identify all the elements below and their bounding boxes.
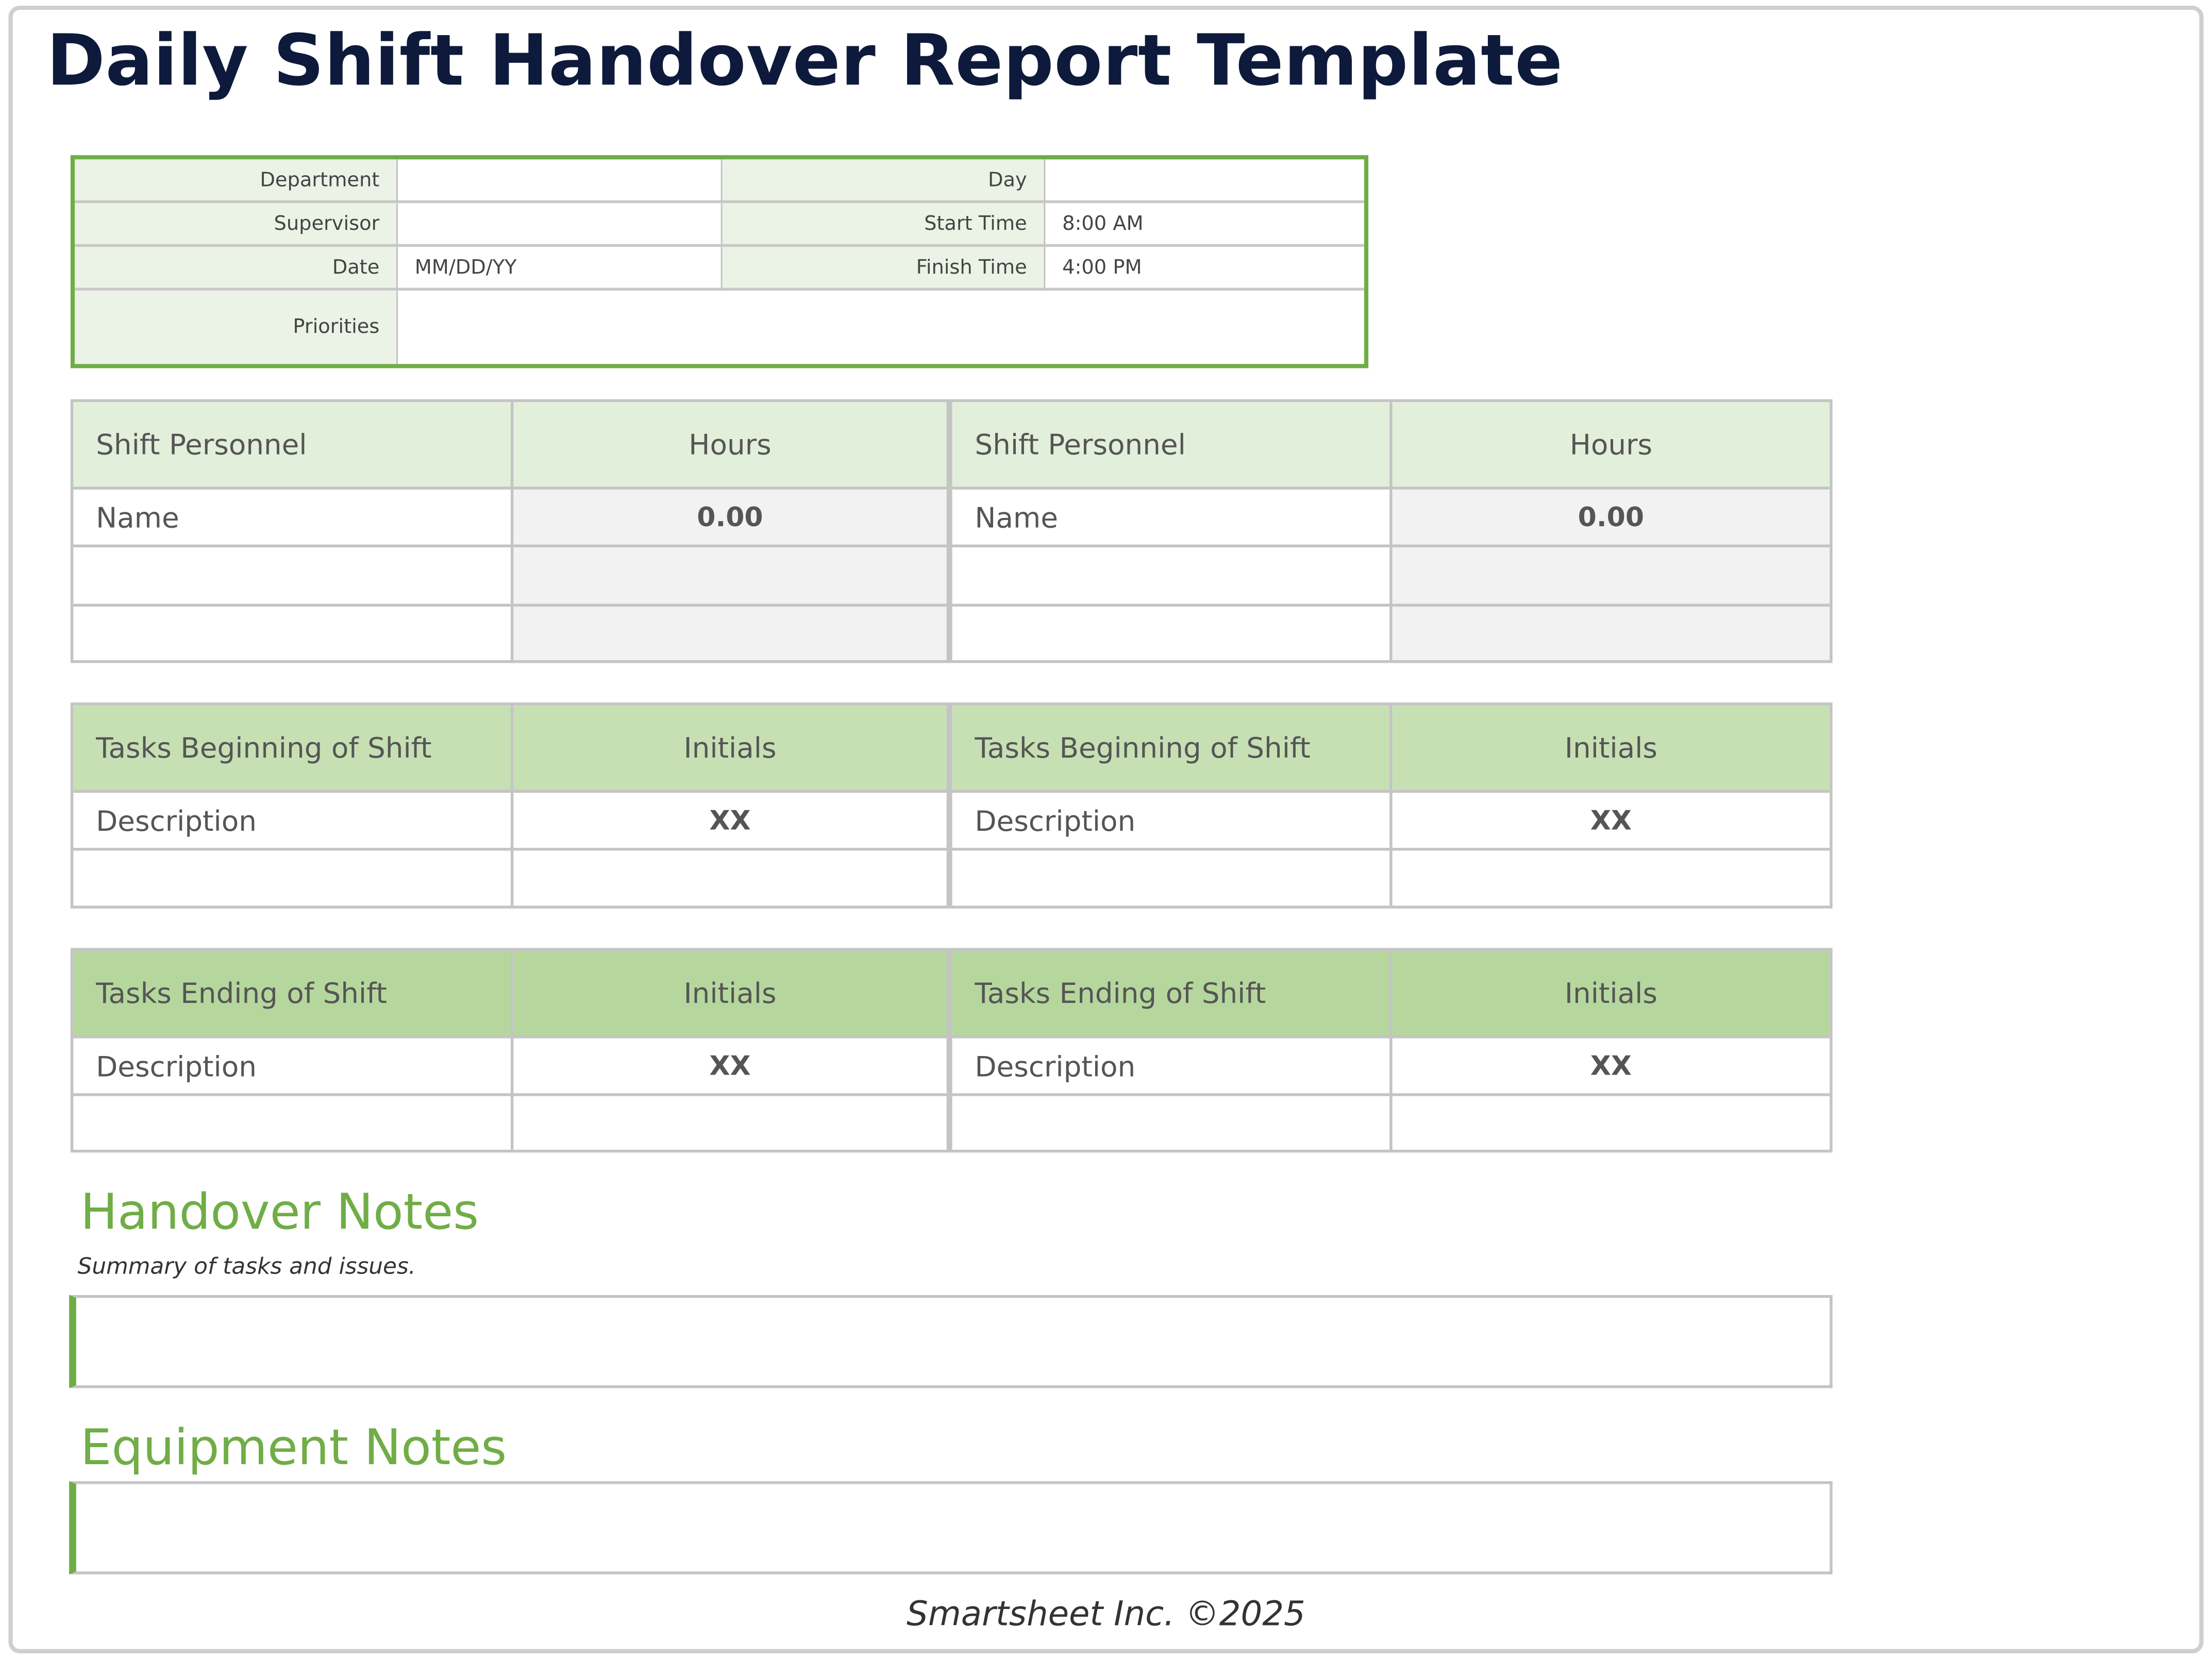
personnel-table [71, 399, 1833, 663]
finish-time-label: Finish Time [722, 247, 1045, 291]
day-field[interactable] [1045, 159, 1364, 203]
initials-header: Initials [1393, 706, 1830, 793]
personnel-name-cell[interactable]: Name [952, 490, 1393, 547]
task-description-cell[interactable] [73, 851, 513, 906]
task-description-cell[interactable]: Description [73, 1038, 513, 1096]
equipment-notes-heading: Equipment Notes [80, 1420, 507, 1477]
start-time-label: Start Time [722, 203, 1045, 247]
initials-cell[interactable]: XX [1393, 793, 1830, 850]
handover-notes-field[interactable] [69, 1295, 1833, 1388]
department-label: Department [75, 159, 398, 203]
hours-cell[interactable] [513, 607, 952, 660]
initials-cell[interactable] [513, 851, 952, 906]
initials-header: Initials [513, 951, 952, 1038]
hours-cell[interactable] [513, 547, 952, 607]
hours-header: Hours [1393, 402, 1830, 490]
initials-cell[interactable]: XX [513, 1038, 952, 1096]
personnel-name-cell[interactable] [73, 547, 513, 607]
page-title: Daily Shift Handover Report Template [46, 20, 1563, 102]
footer-copyright: Smartsheet Inc. ©2025 [907, 1594, 1305, 1634]
hours-header: Hours [513, 402, 952, 490]
personnel-name-cell[interactable] [952, 607, 1393, 660]
task-description-cell[interactable]: Description [952, 1038, 1393, 1096]
tasks-beginning-header: Tasks Beginning of Shift [952, 706, 1393, 793]
task-description-cell[interactable] [73, 1096, 513, 1150]
task-description-cell[interactable] [952, 851, 1393, 906]
department-field[interactable] [398, 159, 723, 203]
initials-header: Initials [513, 706, 952, 793]
handover-notes-heading: Handover Notes [80, 1185, 479, 1242]
supervisor-field[interactable] [398, 203, 723, 247]
tasks-beginning-header: Tasks Beginning of Shift [73, 706, 513, 793]
personnel-name-cell[interactable] [73, 607, 513, 660]
priorities-label: Priorities [75, 291, 398, 364]
initials-cell[interactable]: XX [1393, 1038, 1830, 1096]
hours-cell[interactable] [1393, 607, 1830, 660]
day-label: Day [722, 159, 1045, 203]
supervisor-label: Supervisor [75, 203, 398, 247]
hours-cell[interactable]: 0.00 [1393, 490, 1830, 547]
tasks-ending-header: Tasks Ending of Shift [73, 951, 513, 1038]
initials-header: Initials [1393, 951, 1830, 1038]
date-field[interactable]: MM/DD/YY [398, 247, 723, 291]
task-description-cell[interactable]: Description [73, 793, 513, 850]
tasks-ending-table [71, 948, 1833, 1152]
priorities-field[interactable] [398, 291, 1364, 364]
task-description-cell[interactable] [952, 1096, 1393, 1150]
handover-notes-subtitle: Summary of tasks and issues. [77, 1252, 416, 1280]
initials-cell[interactable]: XX [513, 793, 952, 850]
finish-time-field[interactable]: 4:00 PM [1045, 247, 1364, 291]
initials-cell[interactable] [1393, 851, 1830, 906]
personnel-name-cell[interactable] [952, 547, 1393, 607]
hours-cell[interactable]: 0.00 [513, 490, 952, 547]
date-label: Date [75, 247, 398, 291]
info-table [71, 155, 1368, 368]
initials-cell[interactable] [513, 1096, 952, 1150]
tasks-ending-header: Tasks Ending of Shift [952, 951, 1393, 1038]
initials-cell[interactable] [1393, 1096, 1830, 1150]
personnel-name-cell[interactable]: Name [73, 490, 513, 547]
task-description-cell[interactable]: Description [952, 793, 1393, 850]
hours-cell[interactable] [1393, 547, 1830, 607]
equipment-notes-field[interactable] [69, 1481, 1833, 1574]
tasks-beginning-table [71, 702, 1833, 909]
start-time-field[interactable]: 8:00 AM [1045, 203, 1364, 247]
personnel-header: Shift Personnel [73, 402, 513, 490]
personnel-header: Shift Personnel [952, 402, 1393, 490]
